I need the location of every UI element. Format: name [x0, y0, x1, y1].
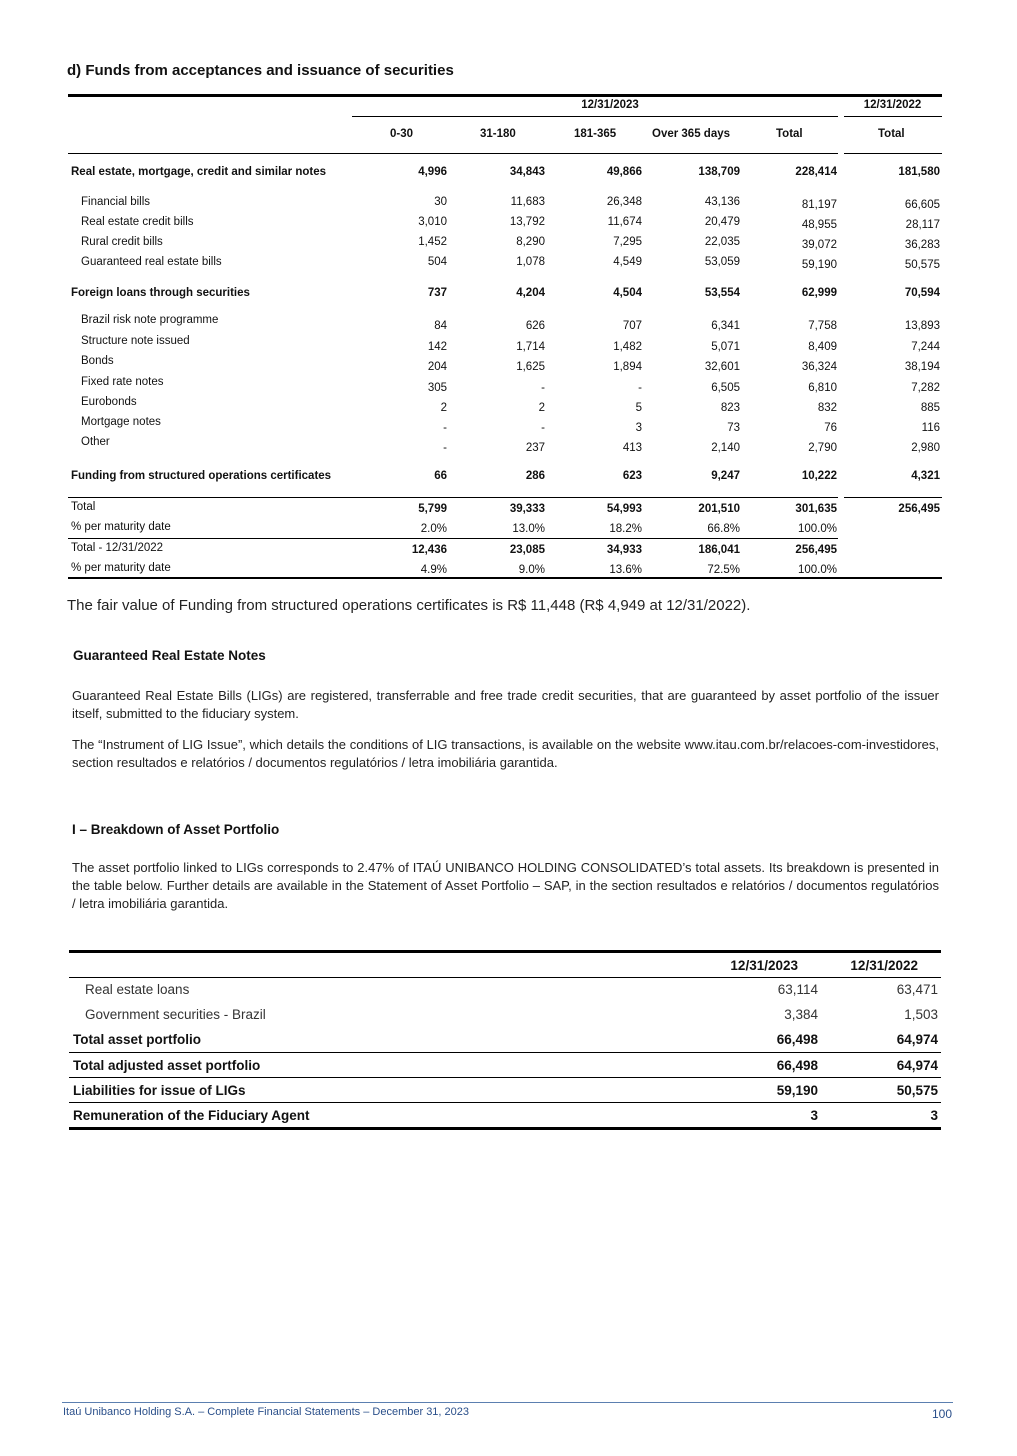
- row-label: Total: [71, 501, 96, 513]
- table-bottom-rule: [68, 577, 942, 579]
- table-cell: 63,471: [896, 982, 938, 997]
- table-cell: 7,244: [911, 341, 940, 353]
- column-header: Total: [776, 128, 803, 140]
- row-label: Bonds: [81, 355, 114, 367]
- table-cell: 286: [525, 470, 545, 482]
- column-header: Over 365 days: [652, 128, 731, 140]
- table-cell: 53,059: [704, 256, 740, 268]
- table-cell: 13,893: [904, 320, 940, 332]
- table-cell: 9,247: [711, 470, 740, 482]
- row-label: Real estate credit bills: [81, 216, 194, 228]
- table-cell: 64,974: [896, 1032, 938, 1047]
- table-cell: 4,321: [911, 470, 940, 482]
- row-label: Mortgage notes: [81, 416, 161, 428]
- total-2022-rule: [68, 538, 838, 539]
- table-cell: 20,479: [704, 216, 740, 228]
- row-label: % per maturity date: [71, 521, 171, 533]
- table-cell: 504: [427, 256, 447, 268]
- total-rule: [68, 497, 838, 498]
- table-cell: 181,580: [898, 166, 940, 178]
- column-header: 0-30: [390, 128, 414, 140]
- table-cell: 12,436: [411, 544, 447, 556]
- row-label: Total asset portfolio: [73, 1032, 202, 1047]
- table-cell: 73: [727, 422, 740, 434]
- table-cell: 6,341: [711, 320, 740, 332]
- table-cell: 5: [635, 402, 642, 414]
- row-rule: [69, 1052, 941, 1053]
- table-cell: 66.8%: [707, 523, 740, 535]
- table-cell: 2: [440, 402, 447, 414]
- header-bottom-rule: [844, 153, 942, 154]
- table-cell: 623: [622, 470, 642, 482]
- row-label: Other: [81, 436, 110, 448]
- table2-top-rule: [69, 950, 941, 953]
- table2-bottom-rule: [69, 1127, 941, 1130]
- row-label: Brazil risk note programme: [81, 314, 219, 326]
- row-label: Rural credit bills: [81, 236, 163, 248]
- guaranteed-paragraph-1: Guaranteed Real Estate Bills (LIGs) are registered, transferrable and free trade credit securities, that are guaranteed by asset portfolio of the issuer itself, submitted to the fiduciary system.: [72, 688, 939, 721]
- table-cell: 62,999: [801, 287, 837, 299]
- table-cell: 2,980: [911, 442, 940, 454]
- table-cell: 10,222: [801, 470, 837, 482]
- row-label: Eurobonds: [81, 396, 137, 408]
- table-cell: 6,810: [808, 382, 837, 394]
- table-cell: 59,190: [801, 259, 837, 271]
- row-label: Liabilities for issue of LIGs: [73, 1083, 246, 1098]
- table-cell: 832: [817, 402, 837, 414]
- table-cell: 18.2%: [609, 523, 642, 535]
- table-cell: 23,085: [509, 544, 545, 556]
- row-label: Remuneration of the Fiduciary Agent: [73, 1108, 310, 1123]
- fair-value-note: The fair value of Funding from structured operations certificates is R$ 11,448 (R$ 4,949 at 12/31/2022).: [67, 597, 751, 614]
- row-rule: [69, 1077, 941, 1078]
- table-cell: 301,635: [795, 503, 837, 515]
- header-rule: [352, 116, 838, 117]
- period-2023-header: 12/31/2023: [581, 99, 639, 111]
- table-cell: 2: [538, 402, 545, 414]
- table-cell: 64,974: [896, 1058, 938, 1073]
- breakdown-paragraph: The asset portfolio linked to LIGs corresponds to 2.47% of ITAÚ UNIBANCO HOLDING CONSOLIDATED’s total assets. Its breakdown is presented in the table below. Further details are available in the Statement of Asset Portfolio – SAP, in the section resultados e relatórios / documentos regulatórios / letra imobiliária garantida.: [72, 860, 939, 911]
- table-cell: 3: [635, 422, 642, 434]
- table-cell: 885: [920, 402, 940, 414]
- table-cell: 4.9%: [420, 564, 447, 576]
- table-cell: 13.6%: [609, 564, 642, 576]
- table-cell: 13.0%: [512, 523, 545, 535]
- table-cell: 7,758: [808, 320, 837, 332]
- table-cell: 50,575: [896, 1083, 938, 1098]
- row-label: Total adjusted asset portfolio: [73, 1058, 261, 1073]
- table-cell: 8,290: [516, 236, 545, 248]
- table-cell: 1,714: [516, 341, 545, 353]
- guaranteed-heading: Guaranteed Real Estate Notes: [73, 648, 266, 663]
- table-cell: 70,594: [904, 287, 940, 299]
- table-cell: 7,282: [911, 382, 940, 394]
- row-label: % per maturity date: [71, 562, 171, 574]
- table-cell: 186,041: [698, 544, 740, 556]
- table-cell: 256,495: [898, 503, 940, 515]
- table-cell: 6,505: [711, 382, 740, 394]
- table-cell: 4,504: [613, 287, 642, 299]
- row-label: Structure note issued: [81, 335, 190, 347]
- table-cell: 5,071: [711, 341, 740, 353]
- table-cell: 43,136: [704, 196, 740, 208]
- table-cell: 138,709: [698, 166, 740, 178]
- table-cell: 2,140: [711, 442, 740, 454]
- header-rule: [844, 116, 942, 117]
- table-cell: 11,683: [510, 196, 545, 208]
- table-cell: 63,114: [777, 982, 818, 997]
- table-cell: 66,498: [776, 1058, 818, 1073]
- table-cell: 228,414: [795, 166, 837, 178]
- row-label: Total - 12/31/2022: [71, 542, 164, 554]
- footer-rule: [62, 1402, 953, 1403]
- table-cell: 9.0%: [518, 564, 545, 576]
- table-cell: 1,078: [516, 256, 545, 268]
- column-header: 31-180: [480, 128, 516, 140]
- table-cell: 1,452: [418, 236, 447, 248]
- table-cell: -: [638, 382, 642, 394]
- table-cell: 66,605: [904, 199, 940, 211]
- table-cell: 59,190: [776, 1083, 818, 1098]
- table-cell: 5,799: [418, 503, 447, 515]
- row-label: Financial bills: [81, 196, 151, 208]
- table-cell: 1,625: [516, 361, 545, 373]
- table-cell: 8,409: [808, 341, 837, 353]
- table-cell: 2,790: [808, 442, 837, 454]
- table-cell: 116: [921, 422, 940, 434]
- table-cell: 54,993: [606, 503, 642, 515]
- guaranteed-paragraph-2: The “Instrument of LIG Issue”, which details the conditions of LIG transactions, is available on the website www.itau.com.br/relacoes-com-investidores, section resultados e relatórios / documentos regulatórios / letra imobiliária garantida.: [72, 737, 939, 770]
- table2-header-rule: [69, 977, 941, 978]
- table-cell: -: [443, 442, 447, 454]
- table-cell: 72.5%: [707, 564, 740, 576]
- col-2022-header: 12/31/2022: [850, 958, 918, 973]
- table-cell: 100.0%: [797, 523, 837, 535]
- table-cell: 204: [427, 361, 447, 373]
- table-cell: 3: [810, 1108, 818, 1123]
- table-top-rule: [68, 94, 942, 97]
- table-cell: 3: [930, 1108, 938, 1123]
- footer-text: Itaú Unibanco Holding S.A. – Complete Financial Statements – December 31, 2023: [63, 1406, 470, 1418]
- table-cell: 4,996: [418, 166, 447, 178]
- row-label: Funding from structured operations certificates: [71, 470, 332, 482]
- row-label: Fixed rate notes: [81, 376, 164, 388]
- row-label: Real estate loans: [85, 982, 190, 997]
- table-cell: 39,072: [801, 239, 837, 251]
- table-cell: 823: [720, 402, 740, 414]
- table-cell: 11,674: [607, 216, 642, 228]
- table-cell: 237: [525, 442, 545, 454]
- column-header: Total: [878, 128, 905, 140]
- table-cell: -: [443, 422, 447, 434]
- table-cell: 22,035: [704, 236, 740, 248]
- table-cell: 36,283: [904, 239, 940, 251]
- row-rule: [69, 1102, 941, 1103]
- table-cell: 66: [434, 470, 447, 482]
- table-cell: 39,333: [509, 503, 545, 515]
- table-cell: 66,498: [776, 1032, 818, 1047]
- table-cell: 7,295: [613, 236, 642, 248]
- table-cell: 737: [427, 287, 447, 299]
- table-cell: 3,010: [418, 216, 447, 228]
- table-cell: -: [541, 422, 545, 434]
- breakdown-heading: I – Breakdown of Asset Portfolio: [72, 822, 280, 837]
- table-cell: 30: [434, 196, 447, 208]
- table-cell: 81,197: [801, 199, 837, 211]
- table-cell: 76: [824, 422, 837, 434]
- total-rule: [844, 497, 942, 498]
- table-cell: 84: [434, 320, 447, 332]
- table-cell: 49,866: [606, 166, 642, 178]
- col-2023-header: 12/31/2023: [730, 958, 798, 973]
- table-cell: 28,117: [905, 219, 940, 231]
- table-cell: 4,549: [613, 256, 642, 268]
- table-cell: 1,482: [613, 341, 642, 353]
- table-cell: 2.0%: [420, 523, 447, 535]
- table-cell: 413: [622, 442, 642, 454]
- row-label: Real estate, mortgage, credit and similar notes: [71, 166, 326, 178]
- table-cell: 100.0%: [797, 564, 837, 576]
- table-cell: 34,843: [509, 166, 545, 178]
- table-cell: 13,792: [509, 216, 545, 228]
- table-cell: -: [541, 382, 545, 394]
- table-cell: 305: [427, 382, 447, 394]
- period-2022-header: 12/31/2022: [863, 99, 922, 111]
- table-cell: 4,204: [516, 287, 545, 299]
- table-cell: 38,194: [904, 361, 940, 373]
- table-cell: 626: [525, 320, 545, 332]
- table-cell: 256,495: [795, 544, 837, 556]
- table-cell: 53,554: [704, 287, 740, 299]
- table-cell: 1,894: [613, 361, 642, 373]
- section-title: d) Funds from acceptances and issuance of securities: [67, 62, 454, 79]
- row-label: Foreign loans through securities: [71, 287, 250, 299]
- header-bottom-rule: [68, 153, 838, 154]
- table-cell: 142: [427, 341, 447, 353]
- table-cell: 26,348: [606, 196, 642, 208]
- column-header: 181-365: [574, 128, 617, 140]
- table-cell: 48,955: [801, 219, 837, 231]
- table-cell: 3,384: [784, 1007, 818, 1022]
- table-cell: 707: [622, 320, 642, 332]
- table-cell: 36,324: [801, 361, 837, 373]
- row-label: Government securities - Brazil: [85, 1007, 266, 1022]
- table-cell: 32,601: [704, 361, 740, 373]
- row-label: Guaranteed real estate bills: [81, 256, 222, 268]
- table-cell: 1,503: [904, 1007, 938, 1022]
- page-number: 100: [931, 1407, 952, 1421]
- table-cell: 50,575: [904, 259, 940, 271]
- table-cell: 201,510: [698, 503, 740, 515]
- table-cell: 34,933: [606, 544, 642, 556]
